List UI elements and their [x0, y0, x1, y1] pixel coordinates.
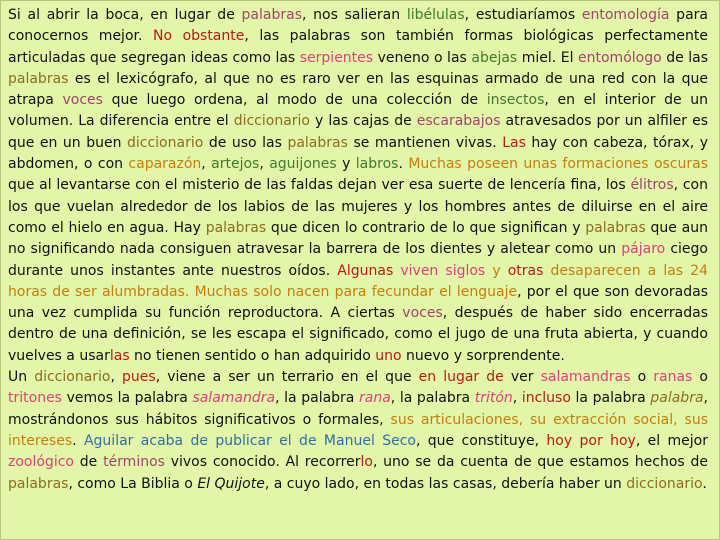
text-run: , que constituye, [415, 432, 547, 449]
highlighted-word: palabras [241, 7, 302, 23]
text-run: , mostrándonos sus hábitos significativos o formales, [8, 390, 708, 428]
highlighted-word: términos [103, 454, 165, 471]
text-run: atravesados por un alfiler es que en un buen [8, 113, 708, 151]
text-run: ciego durante unos instantes ante nuestros oídos. [8, 241, 708, 279]
highlighted-word: caparazón [128, 156, 202, 173]
text-run: de uso las [203, 134, 288, 151]
highlighted-word: abejas [471, 49, 518, 66]
text-run: . [702, 475, 707, 492]
text-run: hay con cabeza, tórax, y abdomen, o con [8, 134, 708, 173]
text-run: o [630, 369, 654, 386]
highlighted-word: rana [359, 390, 391, 407]
text-run: , [110, 369, 123, 386]
text-run: vivos conocido. Al recorrer [164, 454, 361, 471]
highlighted-word: Las [502, 134, 526, 151]
highlighted-word: incluso [521, 390, 571, 407]
highlighted-word: pues [122, 369, 156, 386]
highlighted-word: lo [360, 454, 373, 471]
highlighted-word: entomólogo [578, 49, 662, 66]
text-run: miel. El [517, 49, 579, 66]
highlighted-word: sus articulaciones, su extracción social, sus intereses [8, 411, 709, 449]
text-run: , en el interior de un volumen. La diferencia entre el [8, 92, 708, 130]
text-run: , después de haber sido encerradas dentro de una definición, se les escapa el significado, como el jugo de una fruta abierta, y cuando vuelves a usar [8, 305, 708, 364]
text-run: y las cajas de [310, 113, 417, 130]
text-run: , la palabra [390, 390, 475, 407]
text-run: , con los que vuelan alrededor de los labios de las mujeres y los hombres antes de diluirse en el aire como el hielo en agua. Hay [8, 177, 708, 236]
text-run: la palabra [570, 390, 651, 407]
highlighted-word: tritón [474, 390, 513, 407]
text-run: para conocernos mejor. [8, 7, 708, 45]
highlighted-word: Muchas poseen unas formaciones oscuras [408, 156, 709, 173]
highlighted-word: diccionario [34, 369, 111, 386]
highlighted-word: palabras [8, 475, 69, 492]
paragraph-1 [8, 5, 708, 367]
highlighted-word: tritones [8, 390, 62, 407]
text-run: . [72, 432, 84, 449]
highlighted-word: Algunas [337, 262, 394, 279]
text-run: que aun no significando nada consiguen atravesar la barrera de los dientes y aletear como un [8, 219, 708, 258]
highlighted-word: en lugar de [418, 369, 504, 386]
highlighted-word: salamandras [540, 369, 631, 386]
highlighted-word: las [109, 347, 130, 364]
highlighted-word: labros [355, 156, 399, 173]
highlighted-word: palabras [205, 219, 267, 236]
highlighted-word: desaparecen a las 24 horas de ser alumbradas. Muchas solo nacen para fecundar el lenguaje [8, 262, 708, 300]
highlighted-word: voces [402, 305, 443, 322]
text-run: , viene a ser un terrario en el que [155, 369, 419, 386]
highlighted-word: Aguilar acaba de publicar el de Manuel Seco [83, 432, 416, 449]
highlighted-word: libélulas [406, 7, 465, 23]
highlighted-word: uno [375, 347, 402, 364]
text-run: se mantienen vivas. [347, 134, 503, 151]
highlighted-word: palabras [287, 134, 348, 151]
highlighted-word: escarabajos [416, 113, 501, 130]
text-run: ver [503, 369, 541, 386]
highlighted-word: No obstante [152, 28, 245, 45]
text-run: de [73, 454, 104, 471]
text-run: es el lexicógrafo, al que no es raro ver en las esquinas armado de una red con la que atrapa [8, 70, 708, 109]
highlighted-word: viven siglos [400, 262, 486, 279]
highlighted-word: y [492, 262, 501, 279]
text-run: , el mejor [635, 432, 708, 449]
text-run: , las palabras son también formas biológicas perfectamente articuladas que segregan ideas como las [8, 28, 709, 66]
highlighted-word: pájaro [621, 241, 666, 258]
highlighted-word: ranas [653, 369, 693, 386]
text-run: , nos salieran [301, 7, 407, 23]
highlighted-word: serpientes [299, 49, 374, 66]
text-run: que dicen lo contrario de lo que significan y [266, 219, 586, 236]
highlighted-word: otras [507, 262, 544, 279]
text-run: no tienen sentido o han adquirido [129, 347, 376, 364]
highlighted-word: salamandra [192, 390, 276, 407]
highlighted-word: palabras [8, 70, 69, 87]
text-run: , [201, 156, 212, 173]
highlighted-word: insectos [486, 92, 545, 109]
text-run: y [336, 156, 356, 173]
highlighted-word: artejos [211, 156, 260, 173]
text-run: , estudiaríamos [464, 7, 582, 23]
text-run: vemos la palabra [61, 390, 193, 407]
text-run: de las [661, 49, 708, 66]
text-run [501, 263, 508, 279]
text-run: , la palabra [275, 390, 359, 407]
text-run: Si al abrir la boca, en lugar de [8, 7, 242, 23]
text-run: , por el que son devoradas una vez cumplida su función reproductora. A ciertas [8, 283, 708, 322]
highlighted-word: diccionario [233, 113, 310, 130]
highlighted-word: voces [62, 92, 103, 109]
highlighted-word: palabra [650, 390, 704, 407]
text-run: que al levantarse con el misterio de las faldas dejan ver esa suerte de lencería fina, los [8, 177, 631, 194]
highlighted-word: hoy por hoy [546, 432, 636, 449]
text-run: que luego ordena, al modo de una colección de [102, 92, 487, 109]
highlighted-word: élitros [630, 177, 674, 194]
text-run: , [512, 390, 522, 407]
text-run: , como La Biblia o [68, 475, 198, 492]
highlighted-word: diccionario [626, 475, 703, 492]
highlighted-word: aguijones [269, 156, 337, 173]
highlighted-word: El Quijote [197, 475, 265, 492]
highlighted-word: palabras [585, 219, 646, 236]
highlighted-word: zoológico [8, 454, 74, 471]
text-run: nuevo y sorprendente. [401, 347, 565, 364]
text-run: Un [8, 369, 35, 386]
text-run: , a cuyo lado, en todas las casas, debería haber un [264, 475, 627, 492]
highlighted-word: diccionario [127, 134, 204, 151]
text-run: veneno o las [373, 49, 472, 66]
paragraph-2 [8, 367, 708, 495]
text-run: , uno se da cuenta de que estamos hechos de [372, 454, 709, 471]
text-run: . [398, 156, 409, 173]
text-run: , [259, 156, 270, 173]
highlighted-word: entomología [581, 7, 670, 23]
text-run: o [692, 369, 709, 386]
